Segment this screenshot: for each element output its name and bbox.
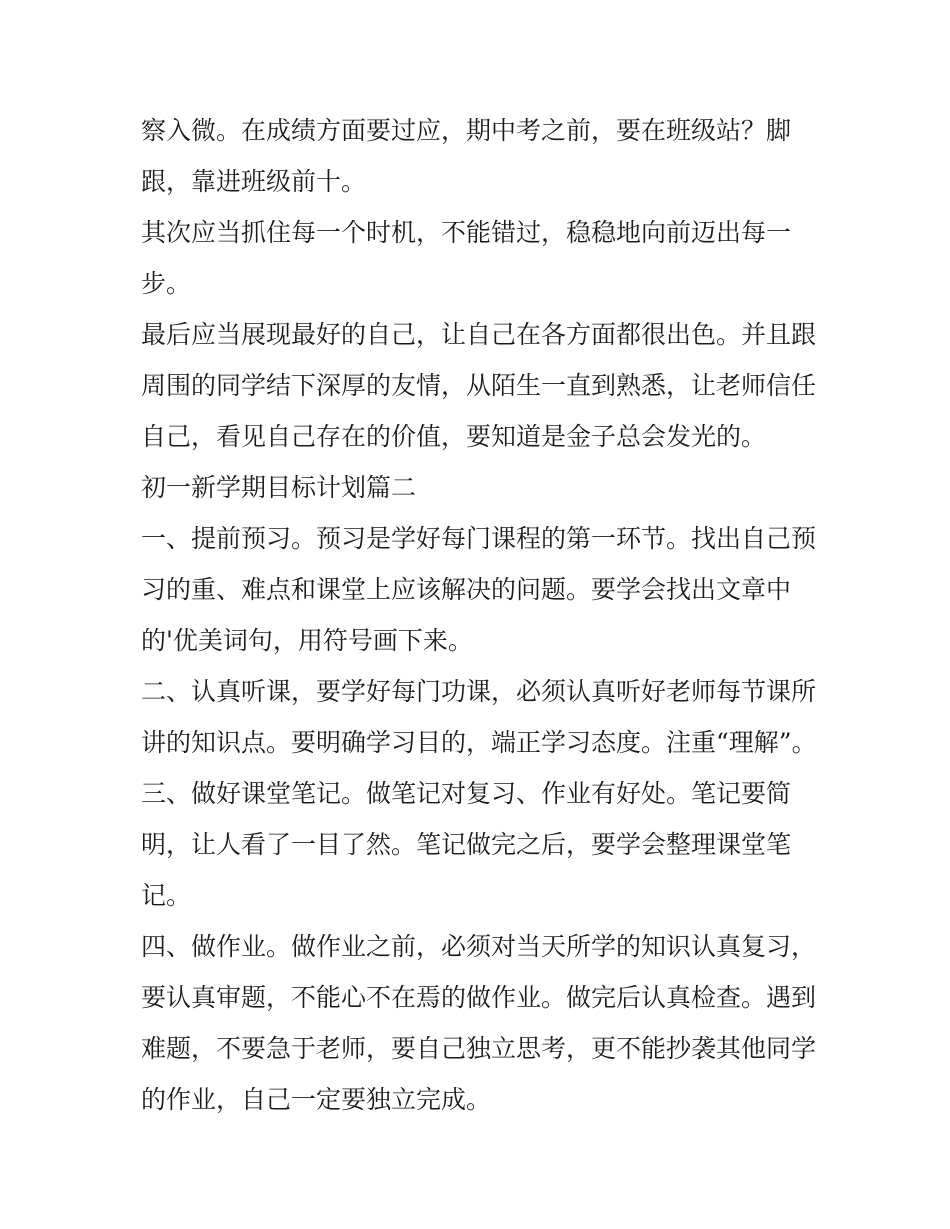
text-line: 三、做好课堂笔记。做笔记对复习、作业有好处。笔记要简 (141, 779, 792, 808)
text-line: 明，让人看了一目了然。笔记做完之后，要学会整理课堂笔 (141, 830, 792, 859)
document-body (141, 105, 821, 1125)
section-heading: 初一新学期目标计划篇二 (141, 473, 417, 502)
text-line: 难题，不要急于老师，要自己独立思考，更不能抄袭其他同学 (141, 1034, 817, 1063)
text-line: 的'优美词句，用符号画下来。 (141, 626, 473, 655)
text-line: 的作业，自己一定要独立完成。 (141, 1085, 492, 1114)
text-line: 最后应当展现最好的自己，让自己在各方面都很出色。并且跟 (141, 320, 817, 349)
text-line: 一、提前预习。预习是学好每门课程的第一环节。找出自己预 (141, 524, 817, 553)
text-line: 记。 (141, 881, 192, 910)
text-line: 讲的知识点。要明确学习目的，端正学习态度。注重“理解”。 (141, 728, 817, 757)
text-line: 察入微。在成绩方面要过应，期中考之前，要在班级站？脚 (141, 116, 792, 145)
text-line: 习的重、难点和课堂上应该解决的问题。要学会找出文章中 (141, 575, 792, 604)
text-line: 二、认真听课，要学好每门功课，必须认真听好老师每节课所 (141, 677, 817, 706)
text-line: 要认真审题，不能心不在焉的做作业。做完后认真检查。遇到 (141, 983, 817, 1012)
text-line: 自己，看见自己存在的价值，要知道是金子总会发光的。 (141, 422, 767, 451)
text-line: 四、做作业。做作业之前，必须对当天所学的知识认真复习， (141, 932, 817, 961)
text-line: 跟，靠进班级前十。 (141, 167, 367, 196)
text-line: 其次应当抓住每一个时机，不能错过，稳稳地向前迈出每一 (141, 218, 792, 247)
text-line: 步。 (141, 269, 192, 298)
text-line: 周围的同学结下深厚的友情，从陌生一直到熟悉，让老师信任 (141, 371, 817, 400)
